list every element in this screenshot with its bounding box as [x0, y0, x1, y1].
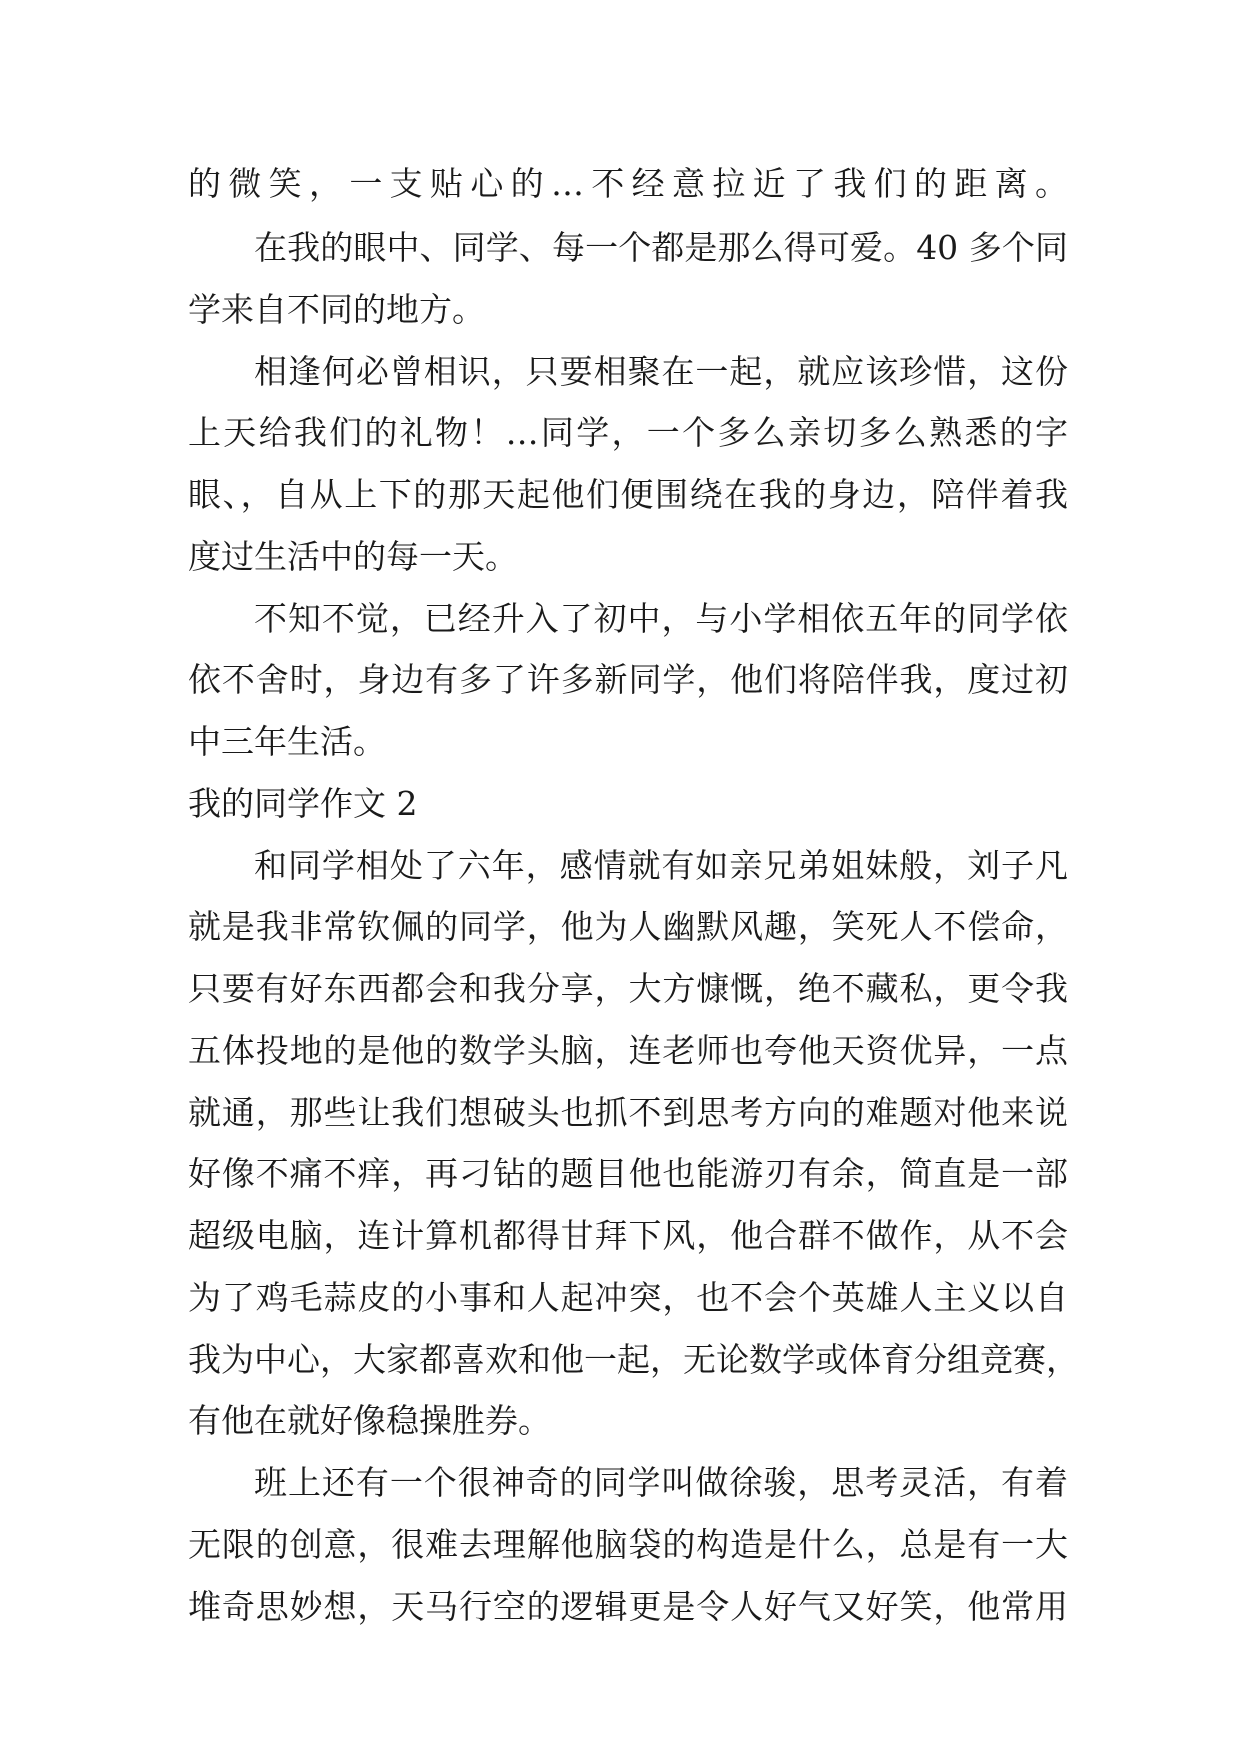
text-line: 只要有好东西都会和我分享，大方慷慨，绝不藏私，更令我: [188, 969, 1068, 1008]
text-line: 度过生活中的每一天。: [188, 537, 518, 576]
text-line: 我为中心，大家都喜欢和他一起，无论数学或体育分组竞赛，: [188, 1340, 1079, 1379]
text-line: 五体投地的是他的数学头脑，连老师也夸他天资优异，一点: [188, 1031, 1068, 1070]
paragraph-first-line: 在我的眼中、同学、每一个都是那么得可爱。40 多个同: [254, 228, 1068, 267]
text-line: 就是我非常钦佩的同学，他为人幽默风趣，笑死人不偿命，: [188, 907, 1068, 946]
text-line: 好像不痛不痒，再刁钻的题目他也能游刃有余，简直是一部: [188, 1154, 1068, 1193]
text-line: 就通，那些让我们想破头也抓不到思考方向的难题对他来说: [188, 1093, 1068, 1132]
text-line: 为了鸡毛蒜皮的小事和人起冲突，也不会个英雄人主义以自: [188, 1278, 1068, 1317]
paragraph-first-line: 班上还有一个很神奇的同学叫做徐骏，思考灵活，有着: [254, 1463, 1068, 1502]
text-line: 的微笑，一支贴心的…不经意拉近了我们的距离。: [188, 164, 1068, 203]
paragraph-first-line: 和同学相处了六年，感情就有如亲兄弟姐妹般，刘子凡: [254, 846, 1068, 885]
text-line: 有他在就好像稳操胜券。: [188, 1401, 551, 1440]
text-line: 堆奇思妙想，天马行空的逻辑更是令人好气又好笑，他常用: [188, 1587, 1068, 1626]
text-line: 上天给我们的礼物！…同学，一个多么亲切多么熟悉的字: [188, 413, 1068, 452]
paragraph-first-line: 相逢何必曾相识，只要相聚在一起，就应该珍惜，这份: [254, 352, 1068, 391]
text-line: 无限的创意，很难去理解他脑袋的构造是什么，总是有一大: [188, 1525, 1068, 1564]
text-line: 眼、，自从上下的那天起他们便围绕在我的身边，陪伴着我: [188, 475, 1068, 514]
text-line: 学来自不同的地方。: [188, 290, 485, 329]
text-line: 超级电脑，连计算机都得甘拜下风，他合群不做作，从不会: [188, 1216, 1068, 1255]
paragraph-first-line: 不知不觉，已经升入了初中，与小学相依五年的同学依: [254, 599, 1068, 638]
section-heading: 我的同学作文 2: [188, 784, 418, 823]
text-line: 中三年生活。: [188, 722, 386, 761]
text-line: 依不舍时，身边有多了许多新同学，他们将陪伴我，度过初: [188, 660, 1068, 699]
